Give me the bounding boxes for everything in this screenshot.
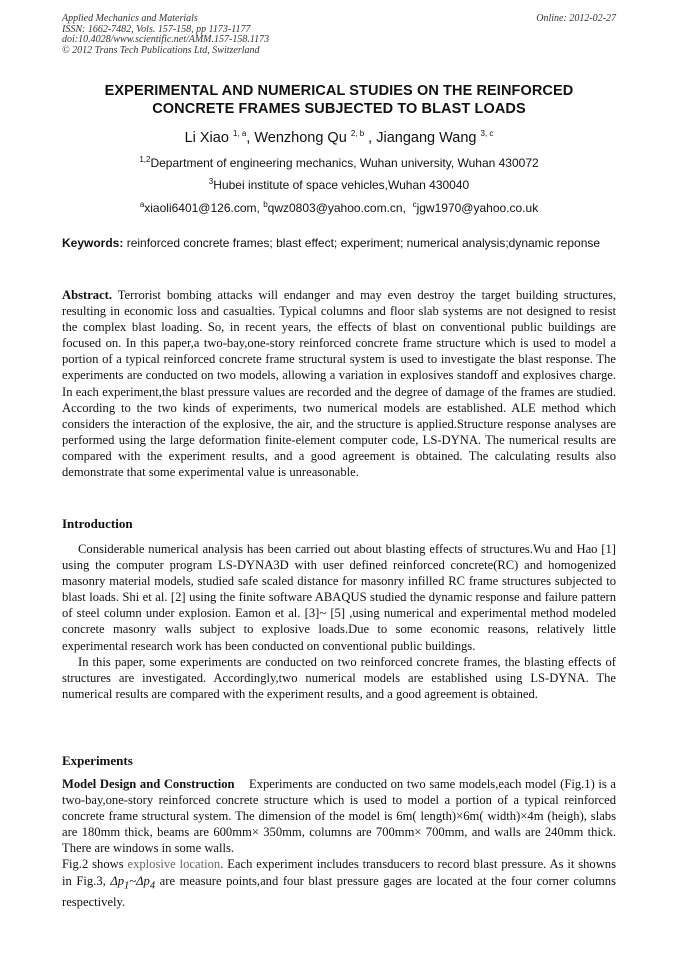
author-name: Li Xiao bbox=[184, 130, 229, 146]
experiments-body bbox=[62, 776, 616, 910]
email-list: $^a$xiaoli6401@126.com, $^b$qwz0803@yahoo.com.cn, $^c$jgw1970@yahoo.co.uk bbox=[139, 200, 539, 215]
paper-title bbox=[40, 82, 638, 118]
paragraph: Fig.2 shows explosive location. Each experiment includes transducers to record blast pressure. As it showns in Fig.3, $\Delta p_1\sim\Delta p_4$ are measure points,and four blast pressure gages are located at the four corner columns respectively. bbox=[62, 857, 617, 910]
title-line-1: EXPERIMENTAL AND NUMERICAL STUDIES ON THE REINFORCED bbox=[104, 83, 574, 99]
abstract bbox=[62, 287, 616, 480]
abstract-label: Abstract. bbox=[62, 288, 113, 302]
math-expression: $\Delta p_1\sim\Delta p_4$ bbox=[110, 873, 156, 892]
paragraph: Model Design and Construction Experiments are conducted on two same models,each model (Fig.1) is a two-bay,one-story reinforced concrete structure which is used to model a portion of a typical reinforced concrete frame structural system. The dimension of the model is 6m( length)×6m( width)×4m (heigh), slabs are 180mm thick, beams are 600mm× 350mm, columns are 700mm× 700mm, and walls are 240mm thick. There are windows in some walls. bbox=[62, 777, 616, 856]
author-sup: 3, c bbox=[480, 129, 494, 139]
keywords bbox=[62, 236, 616, 250]
keywords-text: reinforced concrete frames; blast effect; experiment; numerical analysis;dynamic reponse bbox=[126, 236, 601, 250]
subsection-heading: Model Design and Construction bbox=[62, 777, 235, 791]
email-link[interactable]: qwz0803@yahoo.com.cn, bbox=[267, 201, 406, 215]
affiliation-1: $^{1,2}$Department of engineering mechanics, Wuhan university, Wuhan 430072 bbox=[139, 155, 539, 170]
paragraph: Considerable numerical analysis has been carried out about blasting effects of structures.Wu and Hao [1] using the computer program LS-DYNA3D with user defined reinforced concrete(RC) and homogenized masonry material models, studied safe scaled distance for masonry infilled RC frame structures subjected to blast loads. Shi et al. [2] using the finite software ABAQUS studied the dynamic response and failure pattern of steel column under explosion. Eamon et al. [3]~ [5] ,using numerical and experimental method modeled concrete masonry walls subject to explosive loads.Due to some economic reasons, relatively little experimental research work has been conducted on conventional public buildings. bbox=[62, 542, 616, 653]
section-heading-introduction: Introduction bbox=[62, 516, 133, 531]
section-heading-experiments: Experiments bbox=[62, 753, 133, 768]
affiliation-2: $^3$Hubei institute of space vehicles,Wuhan 430040 bbox=[208, 177, 470, 192]
online-date: Online: 2012-02-27 bbox=[536, 13, 616, 24]
keywords-label: Keywords: bbox=[62, 236, 124, 250]
journal-name: Applied Mechanics and Materials bbox=[62, 13, 198, 24]
author-name: Jiangang Wang bbox=[376, 130, 477, 146]
email-link[interactable]: jgw1970@yahoo.co.uk bbox=[416, 201, 539, 215]
copyright-line: © 2012 Trans Tech Publications Ltd, Switzerland bbox=[62, 44, 260, 56]
abstract-text: Terrorist bombing attacks will endanger and may even destroy the target building structures, resulting in economic loss and casualties. Typical columns and floor slab systems are not designed to resist the complex blast loading. So, in recent years, the effects of blast on conventional public buildings are focused on. In this paper,a two-bay,one-story reinforced concrete frame structure which is used to model a portion of a typical reinforced concrete frame structural system is used to investigate the blast response. The experiments are conducted on two models, allowing a variation in explosives standoff and explosives charge. In each experiment,the blast pressure values are recorded and the degree of damage of the frames are studied. According to the two kinds of experiments, two numerical models are established. ALE method which considers the interaction of the explosive, the air, and the structure is applied.Structure response analyses are performed using the large deformation finite-element computer code, LS-DYNA. The numerical results are compared with the experiment results, and a good agreement is obtained. The calculating results also demonstrate that some experimental value is unreasonable. bbox=[62, 288, 617, 480]
introduction-body bbox=[62, 541, 616, 702]
title-line-2: CONCRETE FRAMES SUBJECTED TO BLAST LOADS bbox=[152, 101, 526, 117]
issn-line: ISSN: 1662-7482, Vols. 157-158, pp 1173-1177 bbox=[62, 23, 251, 35]
author-list: Li Xiao $^{1, a}$, Wenzhong Qu $^{2, b}$ , Jiangang Wang $^{3, c}$ bbox=[184, 129, 494, 146]
author-name: Wenzhong Qu bbox=[254, 130, 347, 146]
email-link[interactable]: xiaoli6401@126.com, bbox=[144, 201, 260, 215]
paragraph: In this paper, some experiments are conducted on two reinforced concrete frames, the blasting effects of structures are investigated. Accordingly,two numerical models are established using LS-DYNA. The numerical results are compared with the experiment results, and a good agreement is obtained. bbox=[62, 654, 616, 701]
highlighted-phrase: explosive location bbox=[127, 857, 221, 872]
author-sup: 1, a bbox=[232, 129, 247, 139]
journal-header bbox=[62, 14, 616, 56]
doi-line[interactable]: doi:10.4028/www.scientific.net/AMM.157-158.1173 bbox=[62, 34, 270, 45]
author-sup: 2, b bbox=[350, 129, 365, 139]
